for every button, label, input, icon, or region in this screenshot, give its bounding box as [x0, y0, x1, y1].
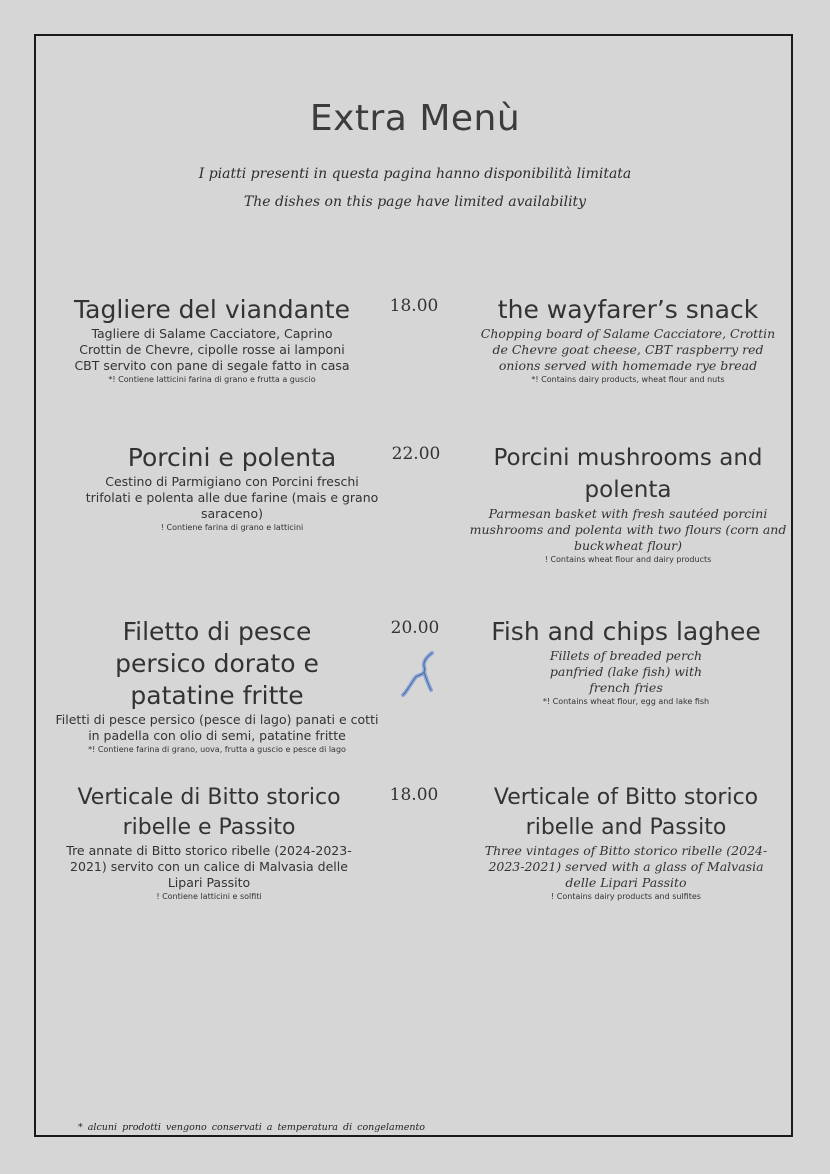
dish-description: Parmesan basket with fresh sautéed porcini mushrooms and polenta with two flours (corn and buckwheat flour): [469, 506, 787, 553]
allergen-note: *! Contains wheat flour, egg and lake fish: [542, 697, 710, 706]
dish-3-en: [476, 616, 776, 707]
dish-1-en: [478, 294, 778, 385]
price: 20.00: [390, 618, 440, 638]
dish-name: Tagliere del viandante: [74, 295, 350, 324]
dish-description: Fillets of breaded perch panfried (lake fish) with french fries: [549, 648, 703, 695]
allergen-note: ! Contiene farina di grano e latticini: [160, 523, 304, 532]
dish-name: the wayfarer’s snack: [497, 295, 759, 324]
subtitle-it: I piatti presenti in questa pagina hanno disponibilità limitata: [198, 166, 632, 182]
dish-1-it: [62, 294, 362, 385]
subtitle-en: The dishes on this page have limited availability: [243, 194, 587, 210]
allergen-note: *! Contiene farina di grano, uova, frutta a guscio e pesce di lago: [88, 745, 346, 754]
dish-name: Porcini e polenta: [127, 443, 337, 472]
allergen-note: ! Contiene latticini e solfiti: [156, 892, 262, 901]
dish-4-it: [44, 783, 374, 902]
allergen-note: ! Contains wheat flour and dairy products: [544, 555, 712, 564]
dish-name: Verticale of Bitto storico ribelle and Passito: [493, 785, 759, 840]
dish-description: Tagliere di Salame Cacciatore, Caprino Crottin de Chevre, cipolle rosse ai lamponi CBT servito con pane di segale fatto in casa: [74, 326, 350, 373]
dish-4-en: [458, 783, 794, 902]
allergen-note: ! Contains dairy products and sulfites: [551, 892, 701, 901]
allergen-note: *! Contains dairy products, wheat flour and nuts: [531, 375, 725, 384]
footnote: * alcuni prodotti vengono conservati a temperatura di congelamento: [78, 1122, 425, 1133]
dish-2-it: [82, 442, 382, 533]
dish-description: Cestino di Parmigiano con Porcini freschi trifolati e polenta alle due farine (mais e grano saraceno): [85, 474, 379, 521]
price: 18.00: [389, 296, 439, 316]
page-title: Extra Menù: [309, 98, 521, 139]
dish-description: Three vintages of Bitto storico ribelle (2024-2023-2021) served with a glass of Malvasia delle Lipari Passito: [484, 843, 768, 890]
dish-3-it: [52, 616, 382, 755]
dish-name: Filetto di pesce persico dorato e patatine fritte: [115, 617, 319, 710]
price: 22.00: [391, 444, 441, 464]
dish-name: Fish and chips laghee: [491, 617, 761, 646]
dish-description: Filetti di pesce persico (pesce di lago) panati e cotti in padella con olio di semi, patatine fritte: [55, 712, 379, 743]
dish-description: Chopping board of Salame Cacciatore, Crottin de Chevre goat cheese, CBT raspberry red onions served with homemade rye bread: [480, 326, 776, 373]
lake-icon: [398, 650, 438, 698]
allergen-note: *! Contiene latticini farina di grano e frutta a guscio: [108, 375, 316, 384]
dish-2-en: [460, 442, 796, 565]
dish-description: Tre annate di Bitto storico ribelle (2024-2023-2021) servito con un calice di Malvasia delle Lipari Passito: [66, 843, 352, 890]
dish-name: Porcini mushrooms and polenta: [493, 445, 763, 503]
dish-name: Verticale di Bitto storico ribelle e Passito: [77, 785, 341, 840]
price: 18.00: [389, 785, 439, 805]
